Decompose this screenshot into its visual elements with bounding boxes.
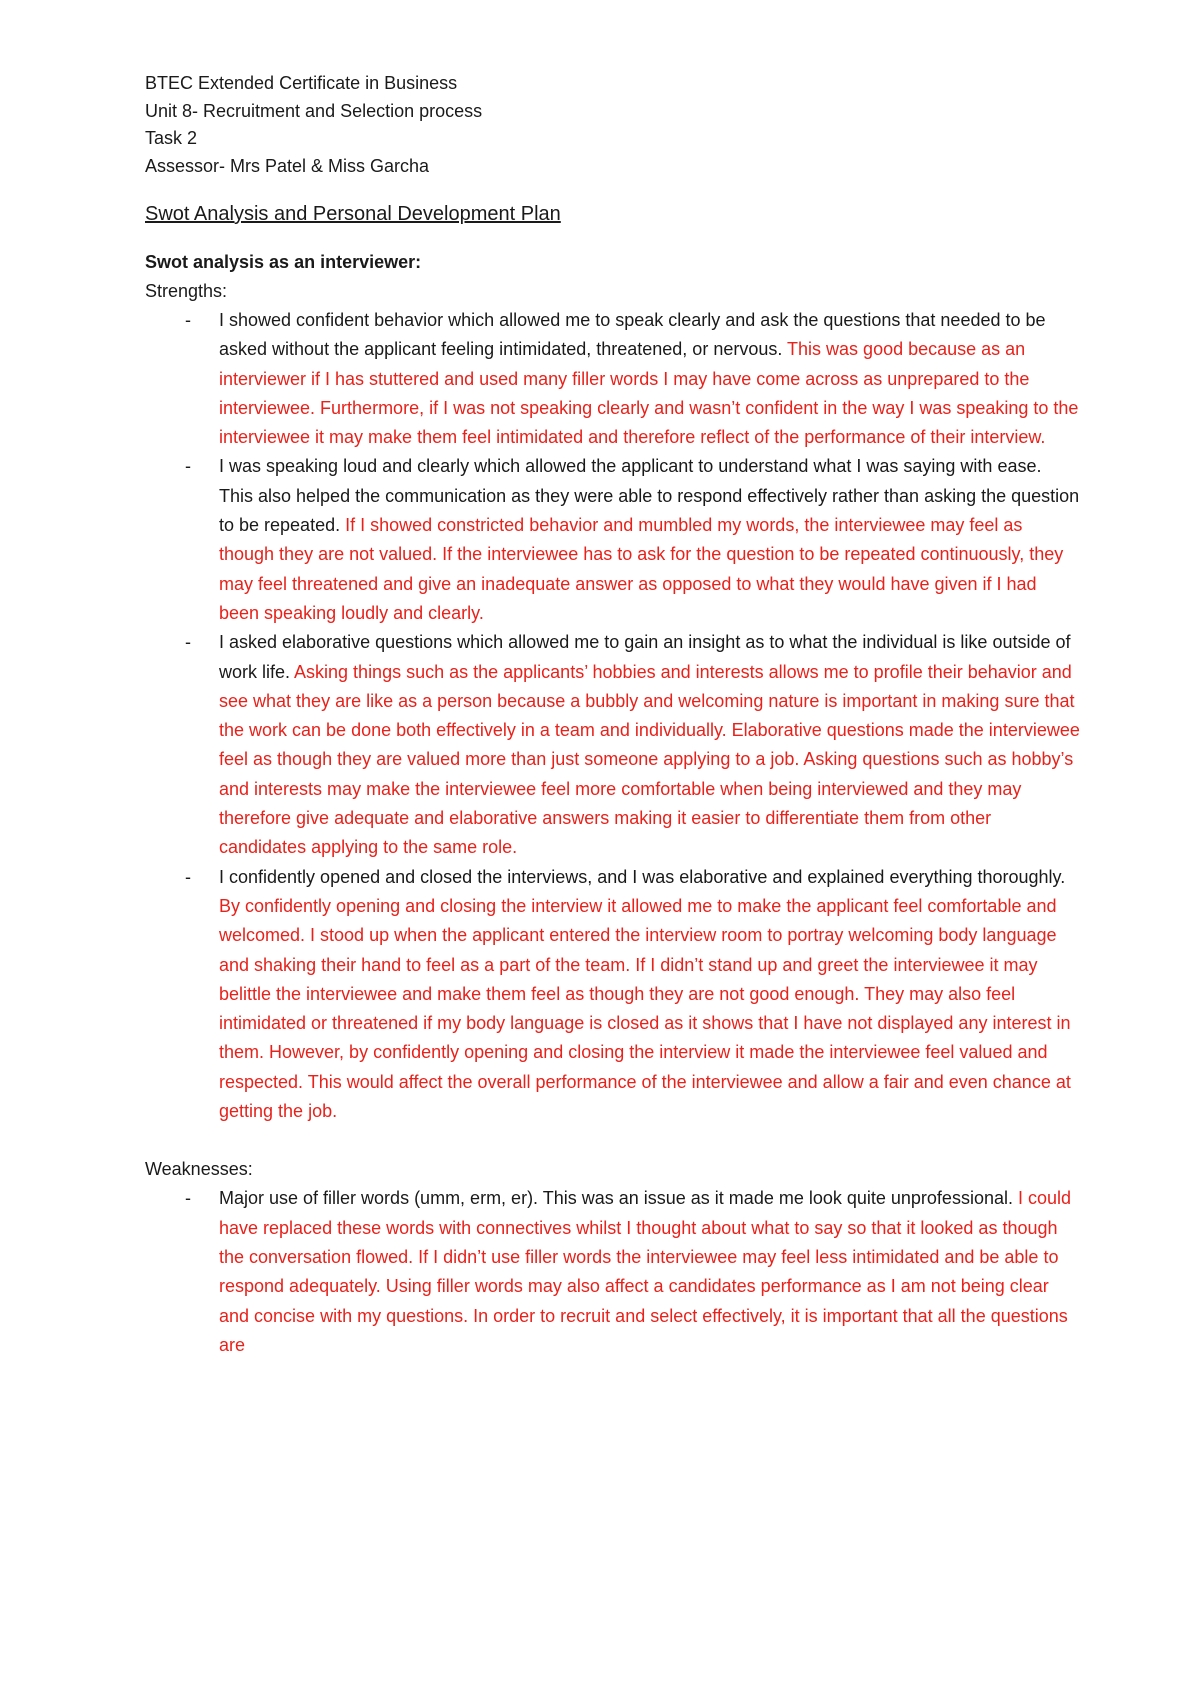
spacer bbox=[145, 1126, 1080, 1155]
point-explanation: I could have replaced these words with connectives whilst I thought about what to say so that it looked as though the conversation flowed. If I didn’t use filler words the interviewee may feel less intimidated and be able to respond adequately. Using filler words may also affect a candidates performance as I am not being clear and concise with my questions. In order to recruit and select effectively, it is important that all the questions are bbox=[219, 1188, 1072, 1355]
unit-title: Unit 8- Recruitment and Selection process bbox=[145, 100, 483, 121]
list-item bbox=[145, 1184, 1080, 1360]
strengths-label: Strengths: bbox=[145, 281, 228, 301]
list-item bbox=[145, 306, 1080, 452]
point-explanation: This was good because as an interviewer if I has stuttered and used many filler words I may have come across as unprepared to the interviewee. Furthermore, if I was not speaking clearly and wasn’t confident in the way I was speaking to the interviewee it may make them feel intimidated and therefore reflect of the performance of their interview. bbox=[219, 339, 1079, 448]
point-text: I asked elaborative questions which allowed me to gain an insight as to what the individual is like outside of work life. bbox=[219, 632, 1071, 682]
point-text: I was speaking loud and clearly which allowed the applicant to understand what I was saying with ease. This also helped the communication as they were able to respond effectively rather than asking the question to be repeated. bbox=[219, 456, 1080, 536]
point-text: I confidently opened and closed the interviews, and I was elaborative and explained everything thoroughly. bbox=[219, 866, 1066, 887]
point-explanation: By confidently opening and closing the interview it allowed me to make the applicant feel comfortable and welcomed. I stood up when the applicant entered the interview room to portray welcoming body language and shaking their hand to feel as a part of the team. If I didn’t stand up and greet the interviewee it may belittle the interviewee and make them feel as though they are not good enough. They may also feel intimidated or threatened if my body language is closed as it shows that I have not displayed any interest in them. However, by confidently opening and closing the interview it made the interviewee feel valued and respected. This would affect the overall performance of the interviewee and allow a fair and even chance at getting the job. bbox=[219, 895, 1071, 1122]
weaknesses-label: Weaknesses: bbox=[145, 1159, 253, 1180]
point-text: Major use of filler words (umm, erm, er). This was an issue as it made me look quite unprofessional. bbox=[219, 1188, 1013, 1209]
point-explanation: If I showed constricted behavior and mumbled my words, the interviewee may feel as though they are not valued. If the interviewee has to ask for the question to be repeated continuously, they may feel threatened and give an inadequate answer as opposed to what they would have given if I had been speaking loudly and clearly. bbox=[219, 515, 1064, 623]
assessor-line: Assessor- Mrs Patel & Miss Garcha bbox=[145, 155, 430, 176]
task-label: Task 2 bbox=[145, 128, 198, 148]
course-title: BTEC Extended Certificate in Business bbox=[145, 73, 458, 93]
strengths-list bbox=[145, 306, 1080, 1126]
list-item bbox=[145, 628, 1080, 862]
section-heading: Swot analysis as an interviewer: bbox=[145, 252, 422, 272]
list-item bbox=[145, 863, 1080, 1127]
point-explanation: Asking things such as the applicants’ hobbies and interests allows me to profile their behavior and see what they are like as a person because a bubbly and welcoming nature is important in making sure that the work can be done both effectively in a team and individually. Elaborative questions made the interviewee feel as though they are valued more than just someone applying to a job. Asking questions such as hobby’s and interests may make the interviewee feel more comfortable when being interviewed and they may therefore give adequate and elaborative answers making it easier to differentiate them from other candidates applying to the same role. bbox=[219, 661, 1080, 858]
document-title: Swot Analysis and Personal Development Plan bbox=[145, 203, 561, 225]
point-text: I showed confident behavior which allowed me to speak clearly and ask the questions that needed to be asked without the applicant feeling intimidated, threatened, or nervous. bbox=[219, 310, 1046, 360]
weaknesses-list bbox=[145, 1184, 1080, 1360]
list-item bbox=[145, 452, 1080, 628]
